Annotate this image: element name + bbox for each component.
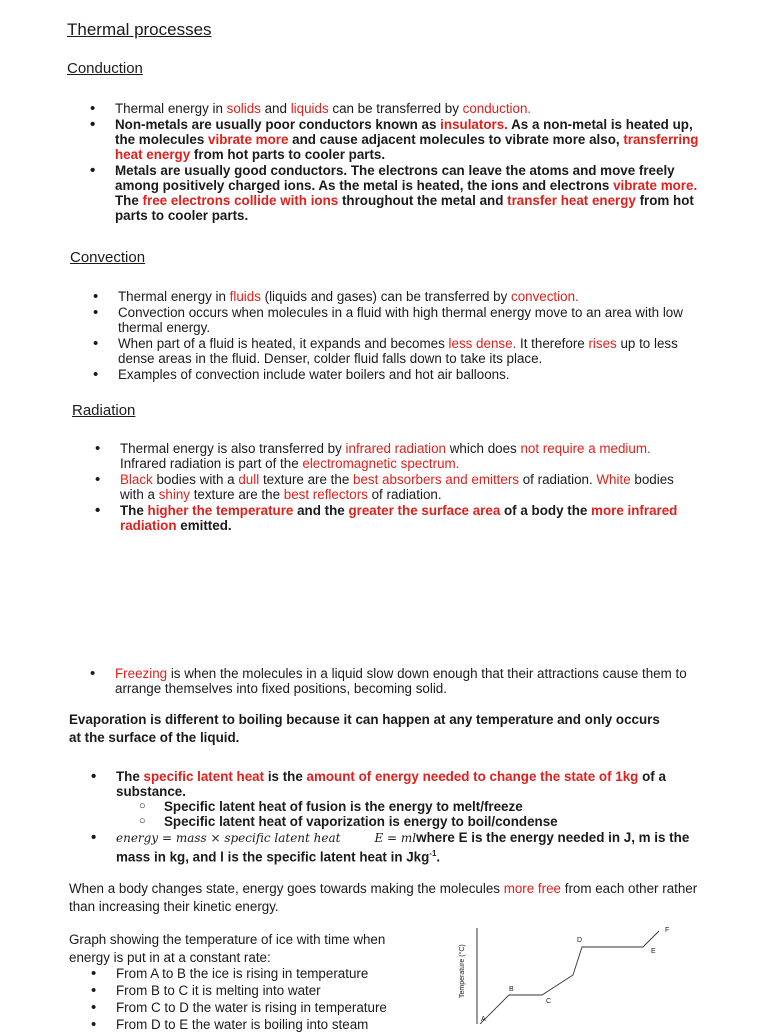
latent-heat-fusion: ○ Specific latent heat of fusion is the energy to melt/freeze [116,799,703,814]
graph-point-e: E [651,948,656,955]
graph-point-b: B [509,986,514,993]
convection-list [93,289,703,383]
latent-heat-bullet-2: • energy = mass × specific latent heat E = mlwhere E is the energy needed in J, m is the mass in kg, and l is the specific latent heat in Jkg$^{-1}$. [91,830,703,864]
radiation-bullet-2: • Black bodies with a dull texture are the best absorbers and emitters of radiation. White bodies with a shiny texture are the best reflectors of radiation. [95,472,695,502]
latent-heat-list [91,769,703,865]
freezing-bullet: • Freezing is when the molecules in a liquid slow down enough that their attractions cause them to arrange themselves into fixed positions, becoming solid. [90,666,690,696]
latent-heat-sublist [116,799,703,829]
graph-intro: Graph showing the temperature of ice with time when energy is put in at a constant rate: [69,932,386,965]
graph-point-a: A [481,1016,486,1023]
conduction-bullet-3: • Metals are usually good conductors. The electrons can leave the atoms and move freely among positively charged ions. As the metal is heated, the ions and electrons vibrate more. The free electrons collide with ions throughout the metal and transfer heat energy from hot parts to cooler parts. [90,163,702,223]
latent-heat-vaporization: ○ Specific latent heat of vaporization is energy to boil/condense [116,814,703,829]
radiation-list [95,441,695,534]
heating-curve-line [480,931,659,1024]
graph-point-c: C [546,998,552,1005]
freezing-list [90,666,690,697]
section-heading-convection: Convection [70,249,146,266]
latent-heat-bullet-1: • The specific latent heat is the amount of energy needed to change the state of 1kg of a substance. ○ Specific latent heat of fusion is the energy to melt/freeze ○ Specific latent heat of vaporization is energy to boil/condense [91,769,703,829]
graph-step-item: • From A to B the ice is rising in temperature [91,966,441,982]
radiation-bullet-1: • Thermal energy is also transferred by infrared radiation which does not require a medium. Infrared radiation is part of the electromagnetic spectrum. [95,441,695,471]
conduction-list [90,101,702,224]
convection-bullet-2: • Convection occurs when molecules in a fluid with high thermal energy move to an area with low thermal energy. [93,305,703,335]
page-title: Thermal processes [67,20,212,39]
graph-y-label: Temperature (°C) [459,944,466,998]
graph-step-item: • From D to E the water is boiling into steam [91,1017,441,1033]
conduction-bullet-1: • Thermal energy in solids and liquids can be transferred by conduction. [90,101,702,116]
convection-bullet-4: • Examples of convection include water boilers and hot air balloons. [93,367,703,382]
heating-curve-graph [450,920,680,1024]
graph-step-item: • From C to D the water is rising in temperature [91,1000,441,1016]
evaporation-paragraph: Evaporation is different to boiling because it can happen at any temperature and only occurs at the surface of the liquid. [69,712,660,745]
change-state-paragraph: When a body changes state, energy goes towards making the molecules more free from each other rather than increasing their kinetic energy. [69,881,698,914]
section-heading-conduction: Conduction [67,60,143,77]
convection-bullet-3: • When part of a fluid is heated, it expands and becomes less dense. It therefore rises up to less dense areas in the fluid. Denser, colder fluid falls down to take its place. [93,336,703,366]
graph-point-f: F [665,927,670,934]
graph-step-item: • From B to C it is melting into water [91,983,441,999]
section-heading-radiation: Radiation [72,402,136,419]
radiation-bullet-3: • The higher the temperature and the greater the surface area of a body the more infrared radiation emitted. [95,503,695,533]
conduction-bullet-2: • Non-metals are usually poor conductors known as insulators. As a non-metal is heated up, the molecules vibrate more and cause adjacent molecules to vibrate more also, transferring heat energy from hot parts to cooler parts. [90,117,702,162]
latent-heat-word-equation: energy = mass × specific latent heat [116,831,341,845]
latent-heat-symbol-equation: E = ml [374,831,417,845]
convection-bullet-1: • Thermal energy in fluids (liquids and gases) can be transferred by convection. [93,289,703,304]
graph-point-d: D [577,937,583,944]
